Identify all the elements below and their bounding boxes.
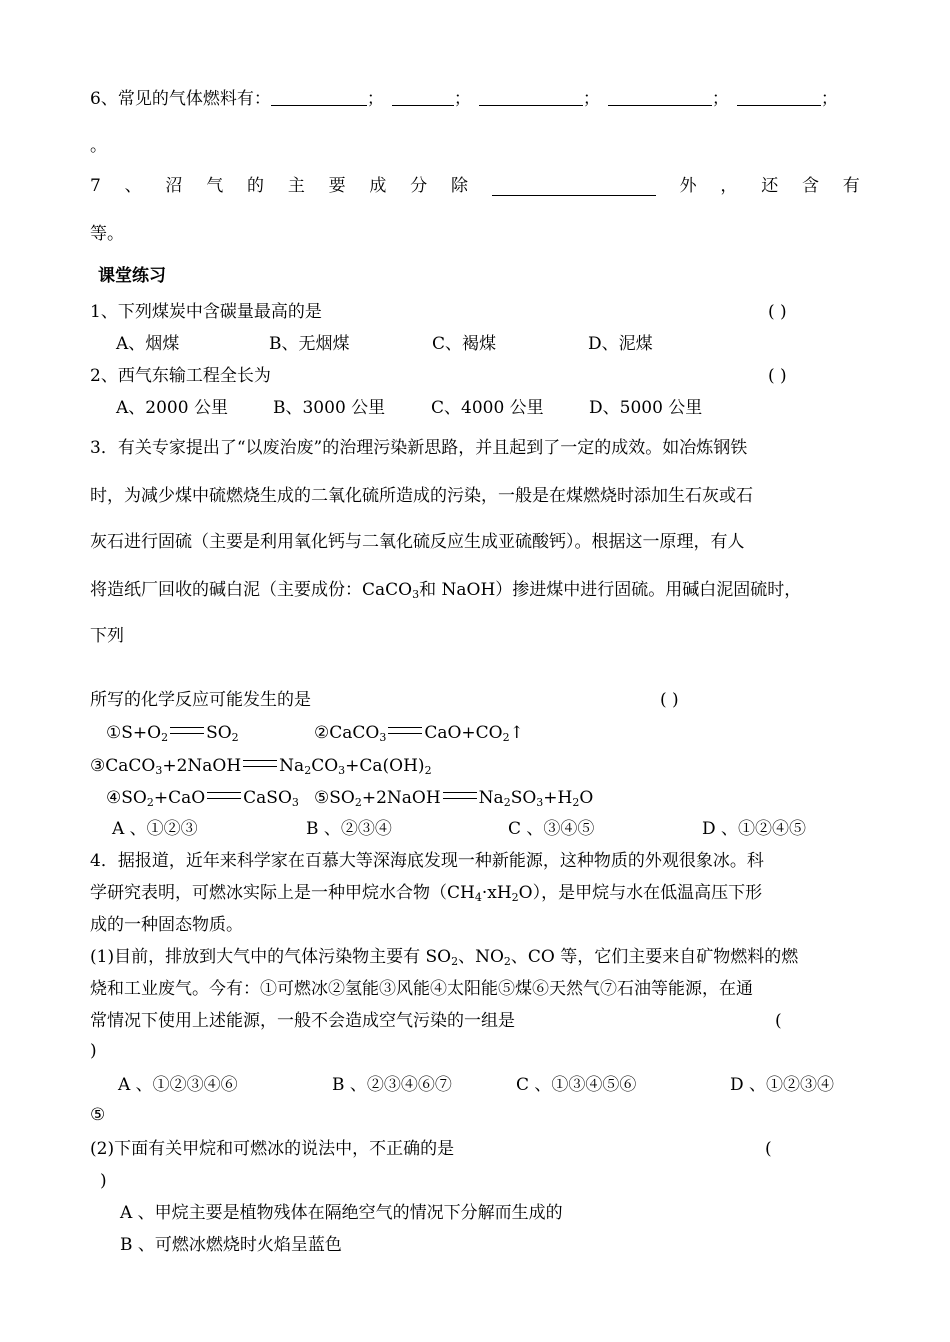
- option-d[interactable]: D 、①②④⑤: [702, 819, 807, 839]
- p4-sub1-line: (1)目前，排放到大气中的气体污染物主要有 $SO_2$、$NO_2$、CO 等，它们主要来自矿物燃料的燃: [90, 947, 799, 968]
- reaction-4: $④SO_2+CaO$ CaSO$_3$: [106, 788, 299, 809]
- option-d-wrap: ⑤: [90, 1105, 106, 1125]
- option-d[interactable]: D 、①②③④: [730, 1075, 835, 1095]
- option-a[interactable]: A、2000 公里: [116, 398, 228, 418]
- reaction-3: ③CaCO$_3$+2NaOH $Na_2CO_3+Ca(OH)_2$: [90, 756, 432, 777]
- equals-sign: [243, 760, 277, 767]
- q6-line: 6、常见的气体燃料有： ； ； ； ； ；: [90, 89, 838, 109]
- p1-options: [116, 334, 653, 354]
- p3-line: 灰石进行固硫（主要是利用氧化钙与二氧化硫反应生成亚硫酸钙）。根据这一原理，有人: [90, 532, 745, 552]
- answer-paren[interactable]: ( ): [768, 366, 787, 386]
- equals-sign: [207, 792, 241, 799]
- q7-line: 7 、 沼 气 的 主 要 成 分 除 外 ， 还 含 有: [90, 176, 860, 196]
- answer-blank[interactable]: [392, 88, 454, 106]
- option-c[interactable]: C 、③④⑤: [508, 819, 595, 839]
- option-d[interactable]: D、5000 公里: [589, 398, 703, 418]
- p4-line: 成的一种固态物质。: [90, 915, 243, 935]
- option-a[interactable]: A 、①②③④⑥: [118, 1075, 238, 1095]
- option-a[interactable]: A、烟煤: [116, 334, 180, 354]
- reaction-5: $⑤SO_2+2NaOH$ $Na_2SO_3+H_2O$: [314, 788, 594, 809]
- q7-line2: 等。: [90, 224, 124, 244]
- p4-sub1-question: 常情况下使用上述能源，一般不会造成空气污染的一组是: [90, 1011, 515, 1031]
- p4-sub1-line: 烧和工业废气。今有：①可燃冰②氢能③风能④太阳能⑤煤⑥天然气⑦石油等能源，在通: [90, 979, 753, 999]
- section-heading: 课堂练习: [98, 266, 166, 286]
- answer-paren-open[interactable]: (: [775, 1011, 782, 1031]
- p3-line: 时，为减少煤中硫燃烧生成的二氧化硫所造成的污染，一般是在煤燃烧时添加生石灰或石: [90, 486, 753, 506]
- option-a[interactable]: A 、甲烷主要是植物残体在隔绝空气的情况下分解而生成的: [120, 1203, 563, 1223]
- equals-sign: [388, 727, 422, 734]
- q6-tail: 。: [90, 136, 107, 156]
- p2-options: [116, 398, 702, 418]
- answer-blank[interactable]: [271, 88, 367, 106]
- answer-paren[interactable]: ( ): [768, 302, 787, 322]
- p3-options: [112, 819, 806, 839]
- option-a[interactable]: A 、①②③: [112, 819, 198, 839]
- option-b[interactable]: B 、②③④: [306, 819, 392, 839]
- reaction-1: $①S+O_2$ $SO_2$: [106, 723, 239, 744]
- answer-blank[interactable]: [492, 178, 656, 196]
- p4-line: 学研究表明，可燃冰实际上是一种甲烷水合物$(CH_4\cdot xH_2O)$，是甲烷与水在低温高压下形: [90, 883, 763, 904]
- reaction-2: ②CaCO$_3$ $CaO+CO_2↑$: [314, 723, 524, 744]
- up-arrow-icon: ↑: [509, 723, 524, 743]
- answer-paren[interactable]: ( ): [660, 690, 679, 710]
- answer-paren-close[interactable]: ): [90, 1041, 97, 1061]
- answer-paren-open[interactable]: (: [765, 1139, 772, 1159]
- answer-blank[interactable]: [608, 88, 712, 106]
- equals-sign: [170, 727, 204, 734]
- option-d[interactable]: D、泥煤: [588, 334, 653, 354]
- answer-blank[interactable]: [479, 88, 583, 106]
- p4-line: 4．据报道，近年来科学家在百慕大等深海底发现一种新能源，这种物质的外观很象冰。科: [90, 851, 764, 871]
- option-b[interactable]: B、无烟煤: [269, 334, 350, 354]
- option-b[interactable]: B、3000 公里: [273, 398, 386, 418]
- answer-blank[interactable]: [737, 88, 821, 106]
- p1-stem: 1、下列煤炭中含碳量最高的是: [90, 302, 322, 322]
- q6-text: 6、常见的气体燃料有：: [90, 89, 271, 109]
- option-b[interactable]: B 、可燃冰燃烧时火焰呈蓝色: [120, 1235, 342, 1255]
- p4-sub2-question: (2)下面有关甲烷和可燃冰的说法中，不正确的是: [90, 1139, 455, 1159]
- answer-paren-close[interactable]: ): [100, 1171, 107, 1191]
- p2-stem: 2、西气东输工程全长为: [90, 366, 271, 386]
- p3-line: 3．有关专家提出了“以废治废”的治理污染新思路，并且起到了一定的成效。如冶炼钢铁: [90, 438, 748, 458]
- option-c[interactable]: C 、①③④⑤⑥: [516, 1075, 637, 1095]
- equals-sign: [443, 792, 477, 799]
- p4-sub1-options: [118, 1075, 834, 1095]
- p3-line: 下列: [90, 626, 124, 646]
- p3-question: 所写的化学反应可能发生的是: [90, 690, 311, 710]
- option-b[interactable]: B 、②③④⑥⑦: [332, 1075, 452, 1095]
- option-c[interactable]: C、4000 公里: [431, 398, 544, 418]
- option-c[interactable]: C、褐煤: [432, 334, 497, 354]
- p3-line: 将造纸厂回收的碱白泥（主要成份：CaCO$_3$和 NaOH）掺进煤中进行固硫。用碱白泥固硫时，: [90, 580, 802, 601]
